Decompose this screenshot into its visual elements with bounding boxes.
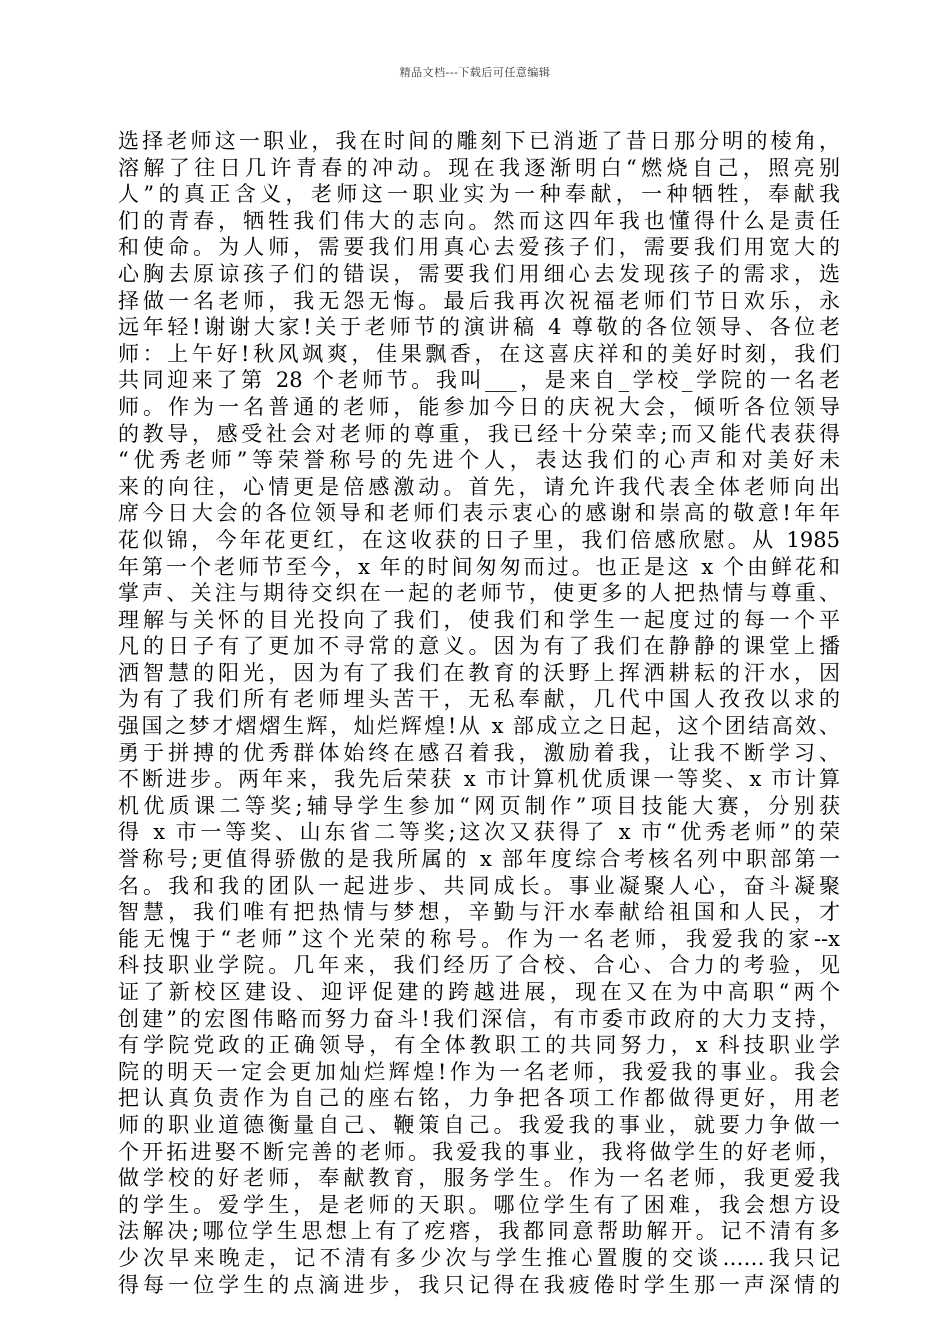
text-line: 年第一个老师节至今，x 年的时间匆匆而过。也正是这 x 个由鲜花和: [118, 554, 840, 579]
text-line: “优秀老师”等荣誉称号的先进个人，表达我们的心声和对美好未: [118, 448, 840, 473]
text-line: 科技职业学院。几年来，我们经历了合校、合心、合力的考验，见: [118, 953, 840, 978]
text-line: 和使命。为人师，需要我们用真心去爱孩子们，需要我们用宽大的: [118, 235, 840, 260]
text-line: 勇于拼搏的优秀群体始终在感召着我，激励着我，让我不断学习、: [118, 740, 840, 765]
text-line: 溶解了往日几许青春的冲动。现在我逐渐明白“燃烧自己，照亮别: [118, 155, 840, 180]
text-line: 法解决;哪位学生思想上有了疙瘩，我都同意帮助解开。记不清有多: [118, 1219, 840, 1244]
document-body: [118, 128, 840, 1298]
text-line: 来的向往，心情更是倍感激动。首先，请允许我代表全体老师向出: [118, 474, 840, 499]
text-line: 证了新校区建设、迎评促建的跨越进展，现在又在为中高职“两个: [118, 980, 840, 1004]
text-line: 的教导，感受社会对老师的尊重，我已经十分荣幸;而又能代表获得: [118, 421, 840, 446]
text-line: 的学生。爱学生，是老师的天职。哪位学生有了困难，我会想方设: [118, 1192, 840, 1217]
text-line: 洒智慧的阳光，因为有了我们在教育的沃野上挥洒耕耘的汗水，因: [118, 660, 840, 685]
text-line: 掌声、关注与期待交织在一起的老师节，使更多的人把热情与尊重、: [118, 581, 840, 606]
text-line: 师：上午好!秋风飒爽，佳果飘香，在这喜庆祥和的美好时刻，我们: [118, 341, 840, 366]
text-line: 师的职业道德衡量自己、鞭策自己。我爱我的事业，就要力争做一: [118, 1112, 840, 1137]
text-line: 做学校的好老师，奉献教育，服务学生。作为一名老师，我更爱我: [118, 1166, 840, 1191]
text-line: 名。我和我的团队一起进步、共同成长。事业凝聚人心，奋斗凝聚: [118, 873, 840, 898]
text-line: 智慧，我们唯有把热情与梦想，辛勤与汗水奉献给祖国和人民，才: [118, 900, 840, 925]
text-line: 院的明天一定会更加灿烂辉煌!作为一名老师，我爱我的事业。我会: [118, 1059, 840, 1084]
text-line: 远年轻!谢谢大家!关于老师节的演讲稿 4 尊敬的各位领导、各位老: [118, 315, 840, 340]
text-line: 席今日大会的各位领导和老师们表示衷心的感谢和崇高的敬意!年年: [118, 501, 840, 526]
text-line: 少次早来晚走，记不清有多少次与学生推心置腹的交谈……我只记: [118, 1245, 840, 1270]
text-line: 选择老师这一职业，我在时间的雕刻下已消逝了昔日那分明的棱角，: [118, 129, 840, 153]
text-line: 个开拓进娶不断完善的老师。我爱我的事业，我将做学生的好老师，: [118, 1139, 840, 1164]
text-line: 把认真负责作为自己的座右铭，力争把各项工作都做得更好，用老: [118, 1086, 840, 1111]
page-header: 精品文档---下载后可任意编辑: [399, 66, 551, 79]
text-line: 为有了我们所有老师埋头苦干，无私奉献，几代中国人孜孜以求的: [118, 687, 840, 712]
text-line: 誉称号;更值得骄傲的是我所属的 x 部年度综合考核名列中职部第一: [118, 847, 840, 872]
text-line: 创建”的宏图伟略而努力奋斗!我们深信，有市委市政府的大力支持，: [118, 1006, 840, 1031]
text-line: 花似锦，今年花更红，在这收获的日子里，我们倍感欣慰。从 1985: [118, 527, 840, 552]
text-line: 得每一位学生的点滴进步，我只记得在我疲倦时学生那一声深情的: [118, 1272, 840, 1297]
text-line: 机优质课二等奖;辅导学生参加“网页制作”项目技能大赛，分别获: [118, 793, 840, 818]
text-line: 共同迎来了第 28 个老师节。我叫___，是来自_学校_学院的一名老: [118, 368, 840, 393]
text-line: 人”的真正含义，老师这一职业实为一种奉献，一种牺牲，奉献我: [118, 182, 840, 207]
text-line: 不断进步。两年来，我先后荣获 x 市计算机优质课一等奖、x 市计算: [118, 767, 840, 792]
text-line: 凡的日子有了更加不寻常的意义。因为有了我们在静静的课堂上播: [118, 634, 840, 659]
text-line: 强国之梦才熠熠生辉，灿烂辉煌!从 x 部成立之日起，这个团结高效、: [118, 714, 840, 739]
text-line: 得 x 市一等奖、山东省二等奖;这次又获得了 x 市“优秀老师”的荣: [118, 820, 840, 845]
text-line: 们的青春，牺牲我们伟大的志向。然而这四年我也懂得什么是责任: [118, 208, 840, 233]
text-line: 择做一名老师，我无怨无悔。最后我再次祝福老师们节日欢乐，永: [118, 288, 840, 313]
text-line: 有学院党政的正确领导，有全体教职工的共同努力，x 科技职业学: [118, 1033, 840, 1058]
text-line: 心胸去原谅孩子们的错误，需要我们用细心去发现孩子的需求，选: [118, 261, 840, 286]
text-line: 能无愧于“老师”这个光荣的称号。作为一名老师，我爱我的家--x: [118, 926, 840, 951]
text-line: 理解与关怀的目光投向了我们，使我们和学生一起度过的每一个平: [118, 607, 840, 632]
text-line: 师。作为一名普通的老师，能参加今日的庆祝大会，倾听各位领导: [118, 394, 840, 419]
